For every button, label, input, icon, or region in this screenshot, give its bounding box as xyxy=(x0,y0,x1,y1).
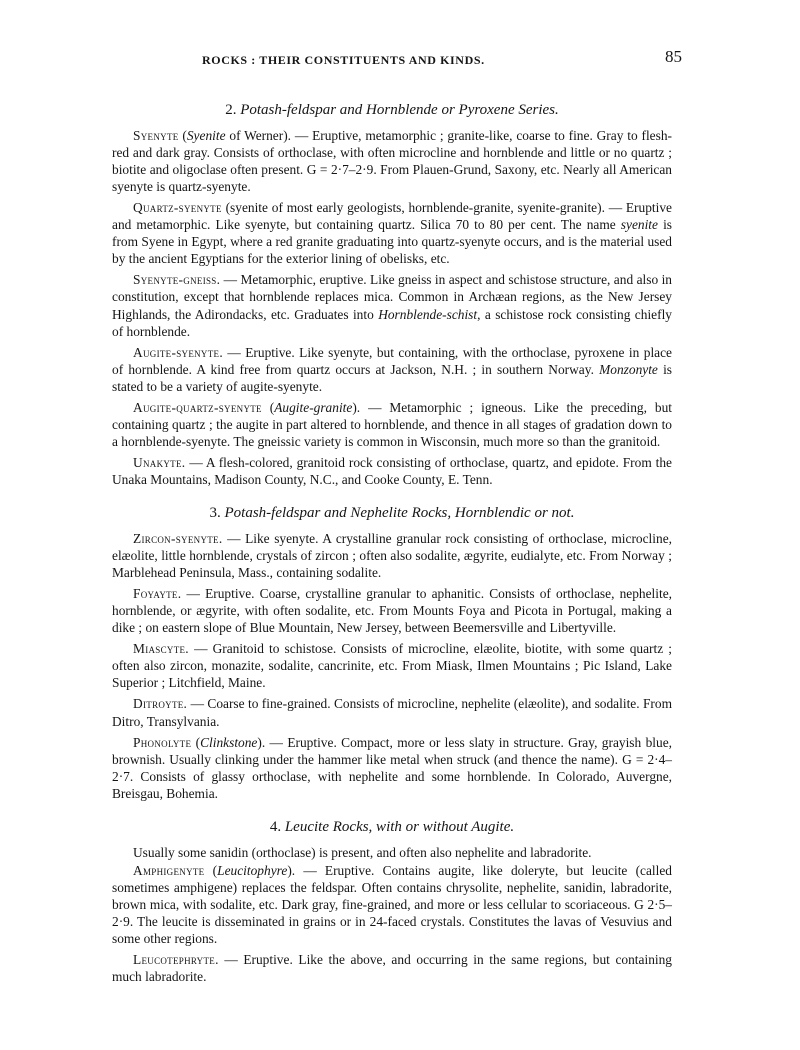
section-heading xyxy=(112,102,672,119)
book-page xyxy=(112,44,682,989)
rock-entry xyxy=(112,734,672,802)
rock-entry xyxy=(112,454,672,488)
rock-term: Amphigenyte xyxy=(133,862,205,878)
rock-entry xyxy=(112,127,672,195)
entry-text: ). — Eruptive. Compact, more or less slaty in structure. Gray, grayish blue, brownish. Usually clinking under the hammer like metal when struck (and thence the name). G = 2·4–2·7. Consists of glassy orthoclase, with nephelite and some hornblende. In Colorado, Auvergne, Breisgau, Bohemia. xyxy=(112,734,672,801)
rock-term: Syenyte xyxy=(133,128,179,144)
entry-italic: Hornblende-schist xyxy=(378,306,478,322)
rock-entry xyxy=(112,695,672,729)
rock-entry xyxy=(112,640,672,691)
rock-term: Zircon-syenyte. xyxy=(133,531,223,547)
entry-text: — Eruptive. Like syenyte, but containing, with the orthoclase, pyroxene in place of hornblende. A kind free from quartz occurs at Jackson, N.H. ; in southern Norway. xyxy=(112,344,672,377)
entry-text: is from Syene in Egypt, where a red granite graduating into quartz-syenyte occurs, and is the material used by the ancient Egyptians for the exterior lining of obelisks, etc. xyxy=(112,217,672,267)
entry-text: ( xyxy=(261,399,275,415)
entry-text: ( xyxy=(191,734,201,750)
entry-text: — A flesh-colored, granitoid rock consisting of orthoclase, quartz, and epidote. From the Unaka Mountains, Madison County, N.C., and Cooke County, E. Tenn. xyxy=(112,454,672,487)
rock-term: Augite-quartz-syenyte xyxy=(133,399,262,415)
entry-text: is stated to be a variety of augite-syenyte. xyxy=(112,361,673,394)
rock-entry xyxy=(112,862,672,947)
section-intro: Usually some sanidin (orthoclase) is present, and often also nephelite and labradorite. xyxy=(133,844,592,860)
section-number: 3. xyxy=(209,504,221,521)
rock-term: Leucotephryte. xyxy=(133,952,219,968)
section-title: Leucite Rocks, with or without Augite. xyxy=(284,818,515,835)
rock-entry xyxy=(112,399,672,450)
section-title: Potash-feldspar and Nephelite Rocks, Hornblendic or not. xyxy=(224,504,575,521)
rock-term: Miascyte. xyxy=(133,641,189,657)
entry-text: — Metamorphic, eruptive. Like gneiss in aspect and schistose structure, and also in constitution, except that hornblende replaces mica. Common in Archæan regions, as the New Jersey Highlands, the Adirondacks, etc. Graduates into xyxy=(112,272,672,322)
section-heading xyxy=(112,505,672,522)
running-header xyxy=(112,44,682,78)
entry-text: (syenite of most early geologists, hornblende-granite, syenite-granite). — Eruptive and metamorphic. Like syenyte, but containing quartz. Silica 70 to 80 per cent. The name xyxy=(112,200,672,233)
entry-italic: Leucitophyre xyxy=(217,862,288,878)
rock-entry xyxy=(112,530,672,581)
entry-text: of Werner). — Eruptive, metamorphic ; granite-like, coarse to fine. Gray to flesh-red and dark gray. Consists of orthoclase, with often microcline and hornblende and little or no quartz ; biotite and oligoclase often present. G = 2·7–2·9. From Plauen-Grund, Saxony, etc. Nearly all American syenyte is quartz-syenyte. xyxy=(112,128,672,195)
entry-italic: Syenite xyxy=(186,128,226,144)
entry-text: — Granitoid to schistose. Consists of microcline, elæolite, biotite, with some quartz ; often also zircon, monazite, sodalite, cancrinite, etc. From Miask, Ilmen Mountains ; Pic Island, Lake Superior ; Litchfield, Maine. xyxy=(112,641,672,691)
entry-italic: Augite-granite xyxy=(274,399,353,415)
rock-term: Foyayte. xyxy=(133,586,182,602)
rock-term: Syenyte-gneiss. xyxy=(133,272,221,288)
page-number: 85 xyxy=(665,47,682,66)
rock-entry xyxy=(112,199,672,267)
rock-entry xyxy=(112,951,672,985)
section-heading xyxy=(112,819,672,836)
rock-entry xyxy=(112,585,672,636)
entry-text: — Eruptive. Like the above, and occurring in the same regions, but containing much labradorite. xyxy=(112,952,672,985)
rock-entry xyxy=(112,271,672,339)
rock-term: Augite-syenyte. xyxy=(133,344,223,360)
entry-text: — Eruptive. Coarse, crystalline granular to aphanitic. Consists of orthoclase, nephelite, hornblende, or ægyrite, with often sodalite, etc. From Mounts Foya and Picota in Portugal, making a dike ; on eastern slope of Blue Mountain, New Jersey, between Beemersville and Libertyville. xyxy=(112,586,672,636)
entry-text: ( xyxy=(178,128,187,144)
entry-text: ). — Eruptive. Contains augite, like doleryte, but leucite (called sometimes amphigene) replaces the feldspar. Often contains chrysolite, nephelite, sanidin, labradorite, brown mica, with sodalite, etc. Dark gray, fine-grained, and more or less cellular to scoriaceous. G 2·5–2·9. The leucite is disseminated in grains or in 24-faced crystals. Constitutes the lavas of Vesuvius and some other regions. xyxy=(112,862,673,947)
entry-text: , a schistose rock consisting chiefly of hornblende. xyxy=(112,306,672,339)
rock-term: Phonolyte xyxy=(133,734,192,750)
entry-italic: Clinkstone xyxy=(200,734,258,750)
section-number: 2. xyxy=(225,102,237,118)
rock-term: Unakyte. xyxy=(133,454,186,470)
entry-italic: Monzonyte xyxy=(599,361,658,377)
entry-text: — Like syenyte. A crystalline granular rock consisting of orthoclase, microcline, elæolite, little hornblende, crystals of zircon ; often also sodalite, ægyrite, eudialyte, etc. From Norway ; Marblehead Peninsula, Mass., containing sodalite. xyxy=(112,531,672,581)
running-title: ROCKS : THEIR CONSTITUENTS AND KINDS. xyxy=(202,53,485,67)
rock-term: Ditroyte. xyxy=(133,696,188,712)
rock-entry xyxy=(112,344,672,395)
entry-text: ). — Metamorphic ; igneous. Like the preceding, but containing quartz ; the augite in part altered to hornblende, and thence in all stages of gradation down to a hornblende-syenyte. The gneissic variety is common in Wisconsin, much more so than the granitoid. xyxy=(112,399,672,449)
section-title: Potash-feldspar and Hornblende or Pyroxene Series. xyxy=(240,102,559,118)
rock-term: Quartz-syenyte xyxy=(133,200,222,216)
section-number: 4. xyxy=(269,818,282,835)
entry-italic: syenite xyxy=(620,217,658,233)
entry-text: — Coarse to fine-grained. Consists of microcline, nephelite (elæolite), and sodalite. From Ditro, Transylvania. xyxy=(112,696,672,729)
entry-text: ( xyxy=(204,862,218,878)
